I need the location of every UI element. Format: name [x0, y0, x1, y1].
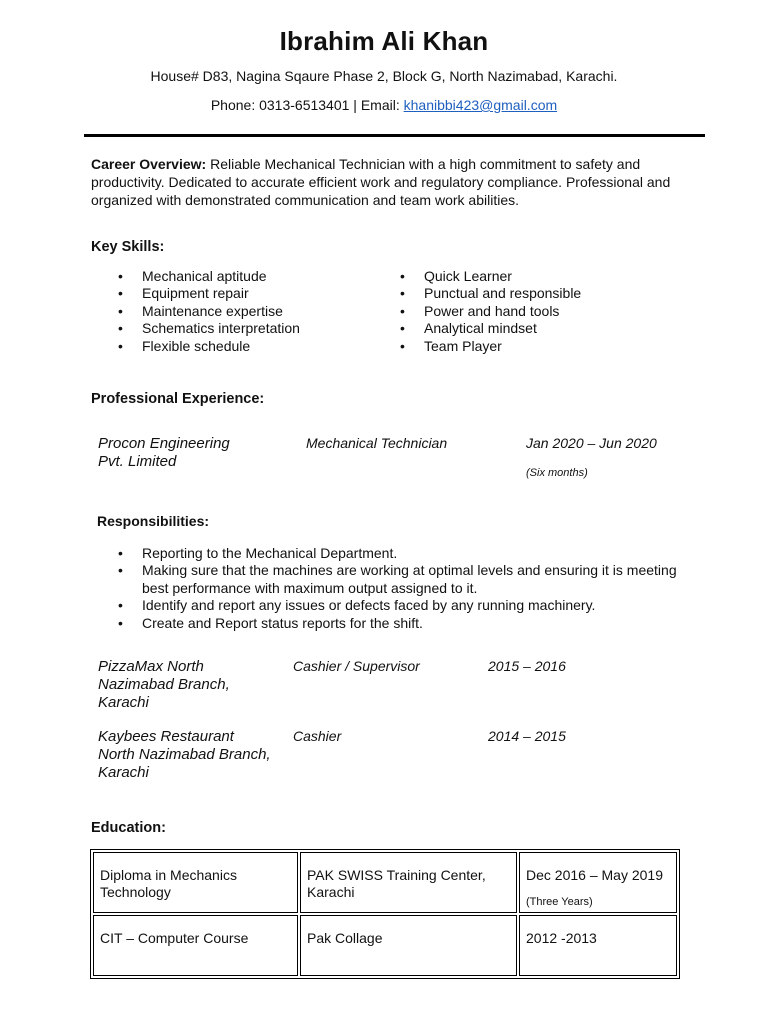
- company-line: Karachi: [98, 694, 149, 711]
- candidate-name: Ibrahim Ali Khan: [279, 26, 489, 56]
- education-duration: (Three Years): [526, 896, 593, 908]
- education-dates: 2012 -2013: [519, 915, 677, 976]
- skill-item: • Analytical mindset: [400, 320, 660, 337]
- company-line: Nazimabad Branch,: [98, 676, 230, 693]
- job-company: [98, 658, 288, 712]
- education-institute: PAK SWISS Training Center, Karachi: [300, 852, 517, 913]
- company-line: Karachi: [98, 764, 149, 781]
- table-row: [93, 915, 677, 976]
- education-degree: CIT – Computer Course: [93, 915, 298, 976]
- candidate-address: House# D83, Nagina Sqaure Phase 2, Block G, North Nazimabad, Karachi.: [150, 68, 618, 84]
- skill-item: • Team Player: [400, 338, 660, 355]
- education-degree: Diploma in Mechanics Technology: [93, 852, 298, 913]
- company-line: Procon Engineering: [98, 435, 230, 452]
- career-overview: [91, 155, 681, 209]
- skill-item: • Power and hand tools: [400, 303, 660, 320]
- company-line: PizzaMax North: [98, 658, 204, 675]
- skill-item: • Quick Learner: [400, 268, 660, 285]
- skill-item: • Schematics interpretation: [118, 320, 378, 337]
- responsibilities-heading: Responsibilities:: [97, 513, 210, 529]
- experience-heading: Professional Experience:: [91, 391, 265, 407]
- skill-item: • Maintenance expertise: [118, 303, 378, 320]
- job-role: Cashier: [293, 728, 342, 744]
- career-overview-text: Reliable Mechanical Technician with a high commitment to safety and productivity. Dedicated to accurate efficient work and regulatory compliance. Professional and organized with demonstrated communication and team work abilities.: [91, 156, 671, 208]
- company-line: North Nazimabad Branch,: [98, 746, 271, 763]
- phone-text: Phone: 0313-6513401 | Email:: [210, 97, 404, 113]
- responsibility-item: • Identify and report any issues or defects faced by any running machinery.: [118, 597, 678, 614]
- skill-item: • Punctual and responsible: [400, 285, 660, 302]
- skill-item: • Mechanical aptitude: [118, 268, 378, 285]
- company-line: Kaybees Restaurant: [98, 728, 234, 745]
- job-dates: Jan 2020 – Jun 2020: [526, 435, 657, 451]
- job-dates: 2014 – 2015: [488, 728, 566, 744]
- job-duration: (Six months): [526, 467, 588, 479]
- responsibility-item: • Making sure that the machines are working at optimal levels and ensuring it is meeting best performance with maximum output assigned to it.: [118, 562, 678, 597]
- job-company: [98, 728, 298, 782]
- education-heading: Education:: [91, 820, 166, 836]
- job-role: Cashier / Supervisor: [293, 658, 420, 674]
- skills-list-left: [118, 268, 378, 355]
- job-company: [98, 435, 298, 471]
- job-dates: 2015 – 2016: [488, 658, 566, 674]
- skill-item: • Equipment repair: [118, 285, 378, 302]
- job-role: Mechanical Technician: [306, 435, 448, 451]
- skill-item: • Flexible schedule: [118, 338, 378, 355]
- table-row: [93, 852, 677, 913]
- contact-line: [0, 97, 768, 113]
- key-skills-heading: Key Skills:: [91, 239, 165, 255]
- education-institute: Pak Collage: [300, 915, 517, 976]
- education-dates: Dec 2016 – May 2019: [526, 867, 663, 883]
- skills-list-right: [400, 268, 660, 355]
- email-link[interactable]: khanibbi423@gmail.com: [403, 97, 558, 113]
- education-dates-cell: [519, 852, 677, 913]
- career-overview-label: Career Overview:: [91, 156, 207, 172]
- header-divider: [84, 134, 705, 137]
- company-line: Pvt. Limited: [98, 453, 177, 470]
- responsibility-item: • Reporting to the Mechanical Department.: [118, 545, 678, 562]
- responsibilities-list: [118, 545, 678, 632]
- education-table: [90, 849, 680, 979]
- responsibility-item: • Create and Report status reports for the shift.: [118, 615, 678, 632]
